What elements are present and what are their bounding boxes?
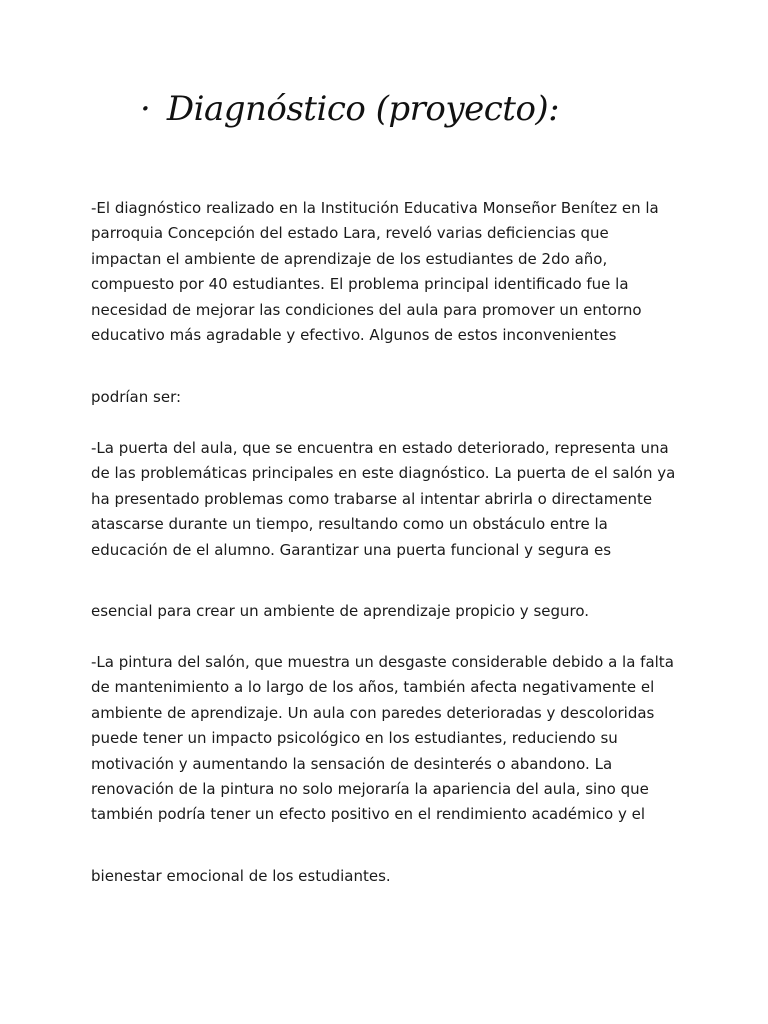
paragraph-door xyxy=(91,436,691,563)
text-line: -El diagnóstico realizado en la Institución Educativa Monseñor Benítez en la xyxy=(91,199,659,217)
paragraph-intro xyxy=(91,196,691,348)
text-line: impactan el ambiente de aprendizaje de los estudiantes de 2do año, xyxy=(91,249,608,268)
text-line: necesidad de mejorar las condiciones del aula para promover un entorno xyxy=(91,300,642,319)
text-line: educación de el alumno. Garantizar una puerta funcional y segura es xyxy=(91,540,612,559)
text-line: ambiente de aprendizaje. Un aula con paredes deterioradas y descoloridas xyxy=(91,703,655,722)
text-line: bienestar emocional de los estudiantes. xyxy=(91,867,391,885)
paragraph-intro-continued xyxy=(91,385,691,410)
text-line: educativo más agradable y efectivo. Algunos de estos inconvenientes xyxy=(91,325,617,344)
text-line: de mantenimiento a lo largo de los años, también afecta negativamente el xyxy=(91,678,655,697)
text-line: ha presentado problemas como trabarse al intentar abrirla o directamente xyxy=(91,489,653,508)
text-line: compuesto por 40 estudiantes. El problema principal identificado fue la xyxy=(91,275,629,294)
page-heading xyxy=(140,89,560,129)
text-line: motivación y aumentando la sensación de desinterés o abandono. La xyxy=(91,754,613,773)
page-title: Diagnóstico (proyecto): xyxy=(166,89,560,129)
paragraph-paint-continued xyxy=(91,864,691,889)
heading-bullet: · xyxy=(140,89,151,129)
text-line: -La puerta del aula, que se encuentra en estado deteriorado, representa una xyxy=(91,439,669,457)
text-line: esencial para crear un ambiente de aprendizaje propicio y seguro. xyxy=(91,602,590,620)
paragraph-paint xyxy=(91,650,691,828)
text-line: -La pintura del salón, que muestra un desgaste considerable debido a la falta xyxy=(91,653,674,671)
text-line: de las problemáticas principales en este diagnóstico. La puerta de el salón ya xyxy=(91,464,676,483)
paragraph-door-continued xyxy=(91,599,691,624)
text-line: podrían ser: xyxy=(91,388,182,406)
text-line: también podría tener un efecto positivo en el rendimiento académico y el xyxy=(91,805,645,824)
text-line: atascarse durante un tiempo, resultando como un obstáculo entre la xyxy=(91,515,608,534)
text-line: renovación de la pintura no solo mejoraría la apariencia del aula, sino que xyxy=(91,779,649,798)
text-line: parroquia Concepción del estado Lara, reveló varias deficiencias que xyxy=(91,224,609,243)
text-line: puede tener un impacto psicológico en los estudiantes, reduciendo su xyxy=(91,729,618,748)
